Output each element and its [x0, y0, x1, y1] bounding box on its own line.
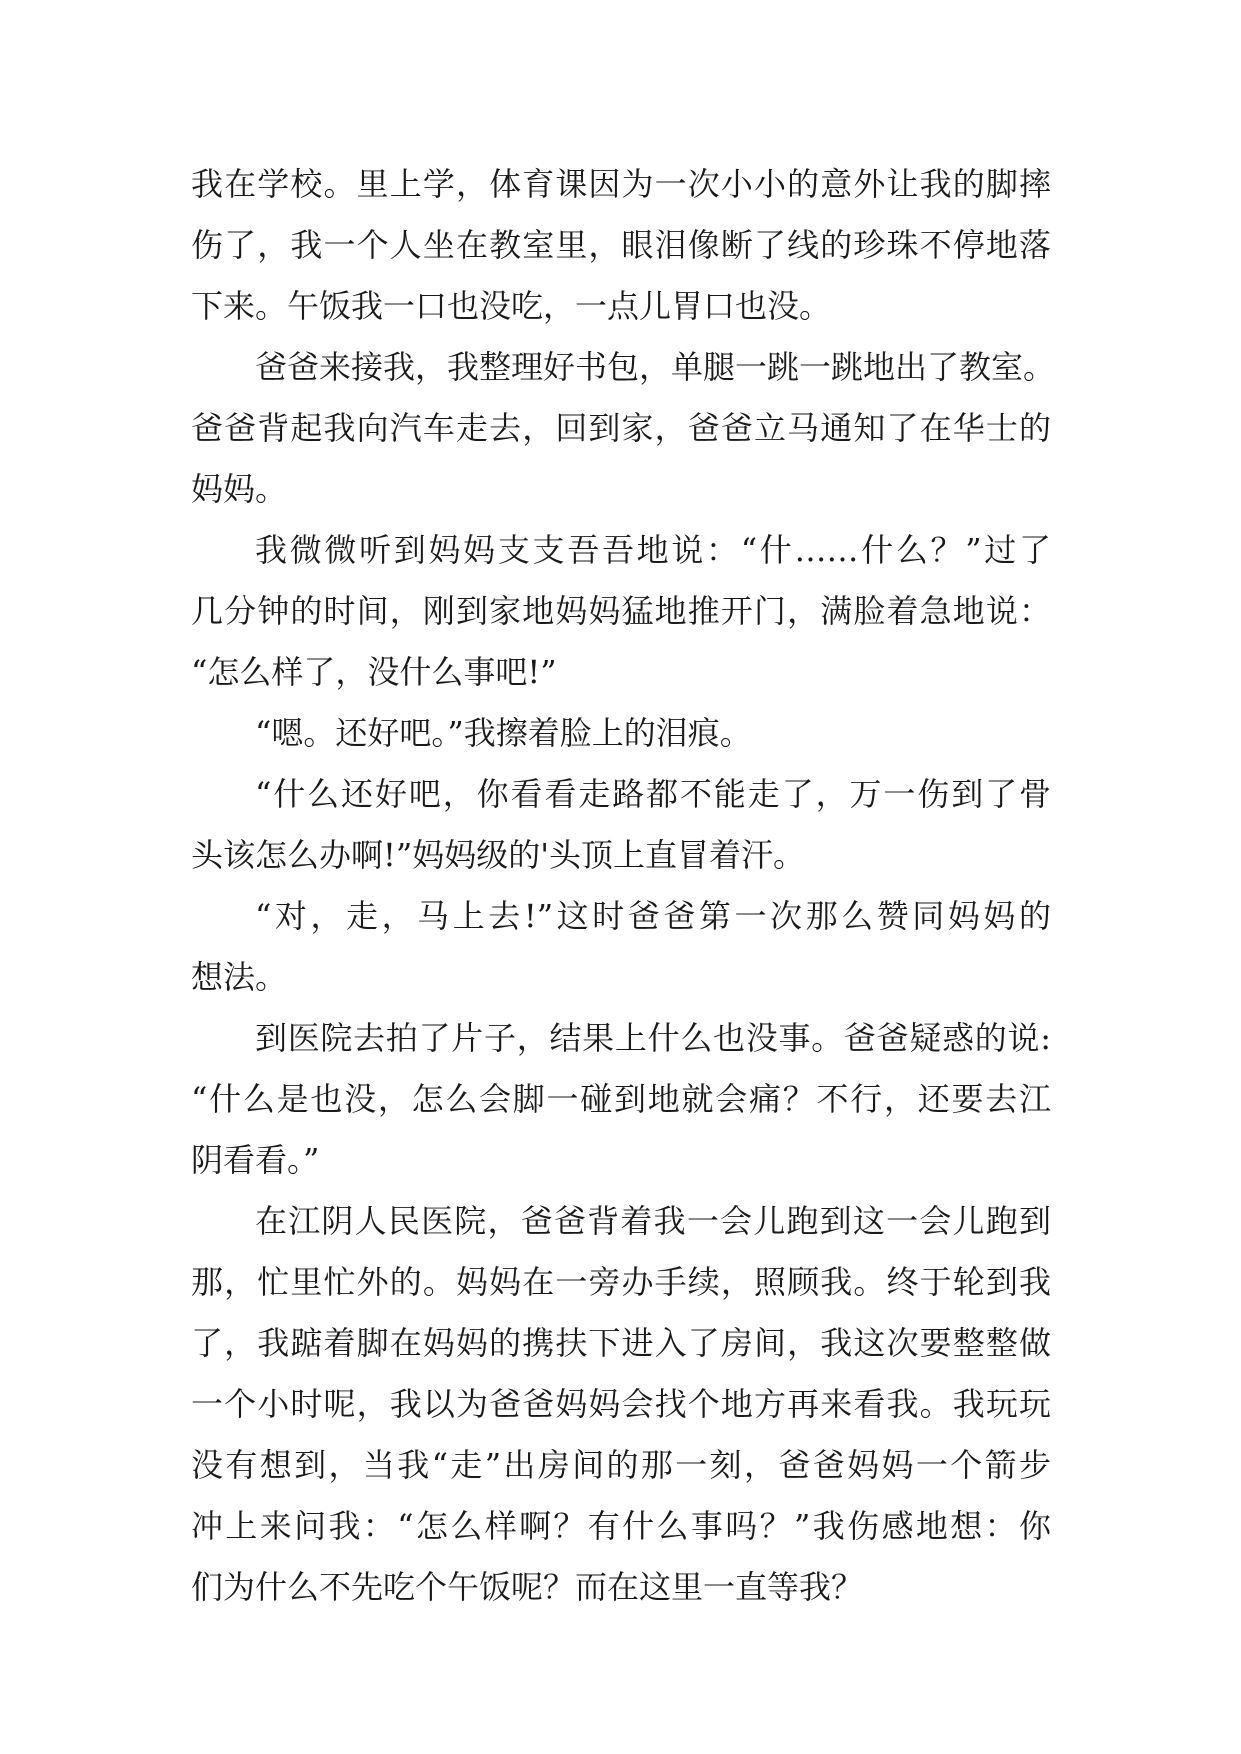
- text-line: 我在学校。里上学，体育课因为一次小小的意外让我的脚摔: [191, 165, 1051, 203]
- text-line: “对，走，马上去!”这时爸爸第一次那么赞同妈妈的: [255, 897, 1051, 935]
- text-line: 想法。: [191, 958, 288, 996]
- text-line: 阴看看。”: [191, 1141, 320, 1179]
- text-line: 冲上来问我：“怎么样啊？有什么事吗？”我伤感地想：你: [191, 1507, 1051, 1545]
- text-line: 我微微听到妈妈支支吾吾地说：“什……什么？”过了: [255, 531, 1051, 569]
- text-line: 头该怎么办啊!”妈妈级的'头顶上直冒着汗。: [191, 836, 806, 874]
- text-line: 了，我踮着脚在妈妈的携扶下进入了房间，我这次要整整做: [191, 1324, 1051, 1362]
- text-line: 那，忙里忙外的。妈妈在一旁办手续，照顾我。终于轮到我: [191, 1263, 1051, 1301]
- text-line: 没有想到，当我“走”出房间的那一刻，爸爸妈妈一个箭步: [191, 1446, 1051, 1484]
- text-line: 到医院去拍了片子，结果上什么也没事。爸爸疑惑的说:: [255, 1019, 1051, 1057]
- text-line: “什么还好吧，你看看走路都不能走了，万一伤到了骨: [255, 775, 1051, 813]
- text-line: 在江阴人民医院，爸爸背着我一会儿跑到这一会儿跑到: [255, 1202, 1051, 1240]
- text-line: 爸爸来接我，我整理好书包，单腿一跳一跳地出了教室。: [255, 348, 1056, 386]
- text-line: 下来。午饭我一口也没吃，一点儿胃口也没。: [191, 287, 832, 325]
- text-line: 一个小时呢，我以为爸爸妈妈会找个地方再来看我。我玩玩: [191, 1385, 1051, 1423]
- text-line: “什么是也没，怎么会脚一碰到地就会痛？不行，还要去江: [191, 1080, 1051, 1118]
- text-line: 伤了，我一个人坐在教室里，眼泪像断了线的珍珠不停地落: [191, 226, 1051, 264]
- text-line: “怎么样了，没什么事吧!”: [191, 653, 557, 691]
- text-line: 爸爸背起我向汽车走去，回到家，爸爸立马通知了在华士的: [191, 409, 1051, 447]
- text-line: “嗯。还好吧。”我擦着脸上的泪痕。: [255, 714, 752, 752]
- text-line: 几分钟的时间，刚到家地妈妈猛地推开门，满脸着急地说：: [191, 592, 1051, 630]
- text-line: 妈妈。: [191, 470, 288, 508]
- body-text: [191, 154, 1056, 1618]
- text-line: 们为什么不先吃个午饭呢？而在这里一直等我？: [191, 1568, 864, 1606]
